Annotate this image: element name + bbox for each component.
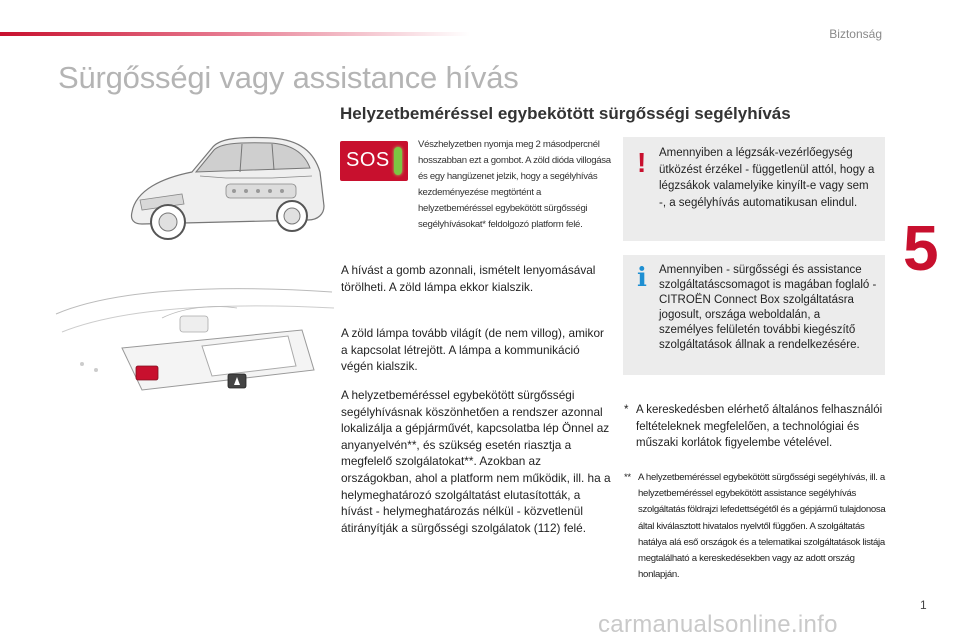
sos-green-led-icon <box>394 147 402 175</box>
section-subtitle: Helyzetbeméréssel egybekötött sürgősségi segélyhívás <box>340 104 791 123</box>
warning-text: Amennyiben a légzsák-vezérlőegység ütközést érzékel - függetlenül attól, hogy a légzsákok valamelyike kinyílt-e vagy sem -, a segélyhívás automatikusan elindul. <box>659 147 875 209</box>
section-label: Biztonság <box>829 27 882 41</box>
sos-button[interactable] <box>340 141 408 181</box>
footnote-single-star <box>624 402 886 452</box>
footnote-text: A kereskedésben elérhető általános felhasználói feltételeknek megfelelően, a technológiai és műszaki korlátok figyelembe vételével. <box>636 404 883 449</box>
warning-box <box>623 137 885 241</box>
info-box <box>623 255 885 375</box>
header-accent-bar <box>0 32 470 36</box>
info-text: Amennyiben - sürgősségi és assistance szolgáltatáscsomagot is magában foglaló - CITROËN Connect Box szolgáltatásra jogosult, országa weboldalán, a személyes felületén további kiegészítő szolgáltatások állnak a rendelkezésére. <box>659 264 877 351</box>
sos-label: SOS <box>346 149 390 171</box>
footnote-mark: ** <box>624 472 631 483</box>
footnote-mark: * <box>624 404 629 416</box>
page-title: Sürgősségi vagy assistance hívás <box>58 60 519 95</box>
footnote-double-star <box>624 470 886 583</box>
page-number: 1 <box>920 598 927 612</box>
paragraph-connection-lamp: A zöld lámpa tovább világít (de nem villog), amikor a kapcsolat létrejött. A lámpa a kommunikáció végén kialszik. <box>341 326 604 374</box>
warning-icon: ! <box>637 147 647 178</box>
footnote-text: A helyzetbeméréssel egybekötött sürgősségi segélyhívás, ill. a helyzetbeméréssel egybekötött assistance segélyhívás szolgáltatás földrajzi lefedettségétől és a gépjármű tulajdonosa által kiválasztott hivatalos nyelvtől függően. A szolgáltatás hatálya alá eső országok és a telematikai szolgáltatások listája megtalálható a kereskedésekben vagy az adott ország honlapján. <box>638 472 886 581</box>
info-icon: i <box>637 263 647 293</box>
roof-console-illustration <box>52 278 337 400</box>
paragraph-cancel-call: A hívást a gomb azonnali, ismételt lenyomásával törölheti. A zöld lámpa ekkor kialszik. <box>341 263 596 294</box>
sos-description: Vészhelyzetben nyomja meg 2 másodpercnél hosszabban ezt a gombot. A zöld dióda villogása és egy hangüzenet jelzik, hogy a segélyhívás kezdeményezése megtörtént a helyzetbeméréssel egybekötött sürgősségi segélyhívásokat* feldolgozó platform felé. <box>418 139 611 230</box>
car-illustration <box>122 120 332 260</box>
watermark: carmanualsonline.info <box>598 611 838 638</box>
paragraph-localization: A helyzetbeméréssel egybekötött sürgősségi segélyhívásnak köszönhetően a rendszer azonnal lokalizálja a gépjárművét, kapcsolatba lép Önnel az anyanyelvén**, és szükség esetén riasztja a megfelelő szolgálatokat**. Azokban az országokban, ahol a platform nem működik, ill. ha a helymeghatározó szolgáltatást elutasították, a hívást - helymeghatározás nélkül - közvetlenül átirányítják a sürgősségi szolgálatok (112) felé. <box>341 388 611 535</box>
chapter-number: 5 <box>903 212 939 284</box>
